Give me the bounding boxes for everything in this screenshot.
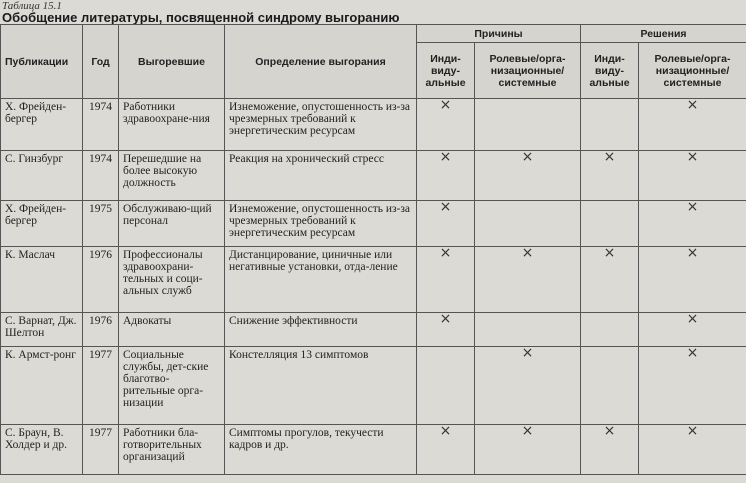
cell-year: 1977 [83, 347, 119, 425]
header-solution-individual: Инди-виду-альные [581, 43, 639, 99]
cell-group: Профессионалы здравоохрани-тельных и соци-альных служб [119, 247, 225, 313]
literature-table [0, 24, 746, 475]
cell-solution-individual [581, 347, 639, 425]
cell-definition: Симптомы прогулов, текучести кадров и др. [225, 425, 417, 475]
cell-cause-role [475, 313, 581, 347]
header-solution-role: Ролевые/орга-низационные/системные [639, 43, 746, 99]
table-row [1, 313, 746, 347]
cell-cause-role: × [475, 425, 581, 475]
cell-cause-individual: × [417, 151, 475, 201]
cell-solution-role: × [639, 425, 746, 475]
cell-solution-role: × [639, 99, 746, 151]
cell-cause-role: × [475, 151, 581, 201]
cell-cause-role: × [475, 247, 581, 313]
cell-year: 1977 [83, 425, 119, 475]
cell-definition: Изнеможение, опустошенность из-за чрезмерных требований к энергетическим ресурсам [225, 201, 417, 247]
cell-solution-role: × [639, 313, 746, 347]
cell-publication: Х. Фрейден-бергер [1, 201, 83, 247]
table-row [1, 201, 746, 247]
cell-publication: К. Армст-ронг [1, 347, 83, 425]
header-year: Год [83, 25, 119, 99]
cell-year: 1976 [83, 313, 119, 347]
table-row [1, 151, 746, 201]
cell-publication: С. Гинзбург [1, 151, 83, 201]
cell-solution-individual: × [581, 425, 639, 475]
cell-solution-role: × [639, 247, 746, 313]
cell-group: Социальные службы, дет-ские благотво-рительные орга-низации [119, 347, 225, 425]
cell-cause-individual: × [417, 99, 475, 151]
cell-year: 1974 [83, 151, 119, 201]
cell-cause-individual: × [417, 313, 475, 347]
table-title: Обобщение литературы, посвященной синдрому выгоранию [2, 10, 400, 25]
cell-group: Обслуживаю-щий персонал [119, 201, 225, 247]
table-row [1, 347, 746, 425]
cell-cause-individual: × [417, 201, 475, 247]
cell-group: Работники бла-готворительных организаций [119, 425, 225, 475]
cell-solution-individual [581, 201, 639, 247]
header-cause-role: Ролевые/орга-низационные/системные [475, 43, 581, 99]
table-label: Таблица 15.1 [2, 0, 62, 12]
cell-year: 1976 [83, 247, 119, 313]
header-publications: Публикации [1, 25, 83, 99]
cell-definition: Констелляция 13 симптомов [225, 347, 417, 425]
table-row [1, 425, 746, 475]
cell-cause-role [475, 99, 581, 151]
cell-solution-role: × [639, 201, 746, 247]
cell-definition: Дистанцирование, циничные или негативные установки, отда-ление [225, 247, 417, 313]
cell-publication: С. Варнат, Дж. Шелтон [1, 313, 83, 347]
cell-cause-individual [417, 347, 475, 425]
cell-publication: Х. Фрейден-бергер [1, 99, 83, 151]
cell-year: 1974 [83, 99, 119, 151]
cell-solution-individual: × [581, 247, 639, 313]
cell-group: Работники здравоохране-ния [119, 99, 225, 151]
cell-cause-individual: × [417, 425, 475, 475]
header-causes: Причины [417, 25, 581, 43]
cell-definition: Реакция на хронический стресс [225, 151, 417, 201]
cell-cause-role [475, 201, 581, 247]
cell-group: Адвокаты [119, 313, 225, 347]
cell-definition: Снижение эффективности [225, 313, 417, 347]
cell-group: Перешедшие на более высокую должность [119, 151, 225, 201]
cell-definition: Изнеможение, опустошенность из-за чрезмерных требований к энергетическим ресурсам [225, 99, 417, 151]
header-solutions: Решения [581, 25, 746, 43]
cell-year: 1975 [83, 201, 119, 247]
cell-solution-individual: × [581, 151, 639, 201]
header-burnout-group: Выгоревшие [119, 25, 225, 99]
cell-solution-individual [581, 313, 639, 347]
cell-cause-role: × [475, 347, 581, 425]
header-cause-individual: Инди-виду-альные [417, 43, 475, 99]
cell-solution-individual [581, 99, 639, 151]
cell-solution-role: × [639, 151, 746, 201]
cell-cause-individual: × [417, 247, 475, 313]
table-row [1, 99, 746, 151]
cell-publication: С. Браун, В. Холдер и др. [1, 425, 83, 475]
header-definition: Определение выгорания [225, 25, 417, 99]
cell-publication: К. Маслач [1, 247, 83, 313]
table-row [1, 247, 746, 313]
cell-solution-role: × [639, 347, 746, 425]
